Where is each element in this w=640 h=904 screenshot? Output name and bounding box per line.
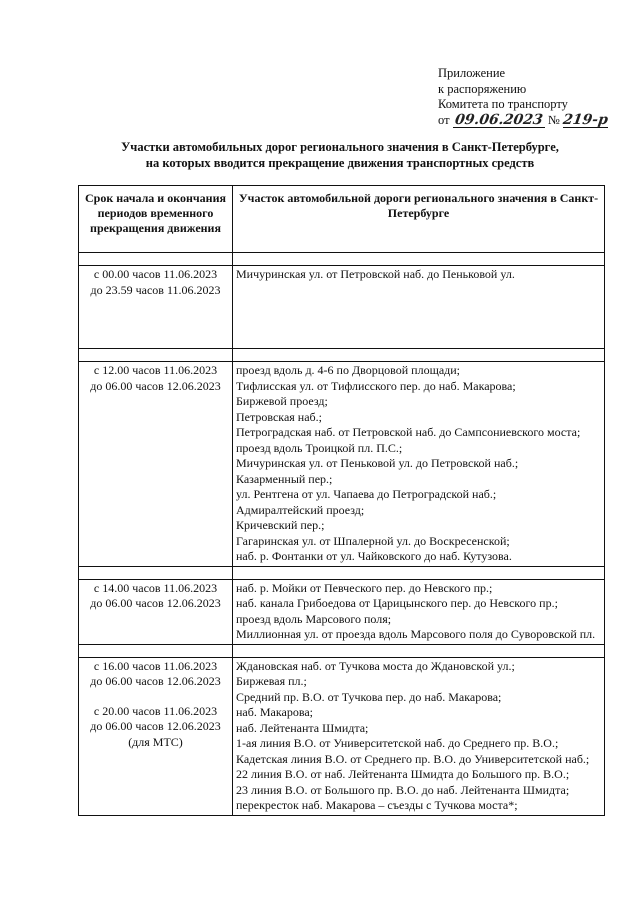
spacer-cell xyxy=(79,349,233,362)
road-section-item: 22 линия В.О. от наб. Лейтенанта Шмидта до Большого пр. В.О.; xyxy=(236,767,570,781)
table-row xyxy=(79,579,605,644)
period-line: с 00.00 часов 11.06.2023 xyxy=(93,267,218,281)
table-header-row xyxy=(79,186,605,253)
road-section-cell xyxy=(233,266,605,349)
period-cell xyxy=(79,266,233,349)
header-section: Участок автомобильной дороги регионального значения в Санкт-Петербурге xyxy=(233,186,605,253)
period-cell xyxy=(79,362,233,567)
road-closures-table xyxy=(78,185,605,816)
road-section-item: наб. р. Фонтанки от ул. Чайковского до наб. Кутузова. xyxy=(236,549,512,563)
table-row xyxy=(79,362,605,567)
road-section-item: проезд вдоль Троицкой пл. П.С.; xyxy=(236,440,403,455)
spacer-cell xyxy=(79,644,233,657)
period-line: с 20.00 часов 11.06.2023 xyxy=(93,703,218,718)
appendix-block xyxy=(438,66,608,128)
appendix-line: Приложение xyxy=(438,66,506,80)
period-line: до 06.00 часов 12.06.2023 xyxy=(90,596,221,610)
road-section-item: 23 линия В.О. от Большого пр. В.О. до наб. Лейтенанта Шмидта; xyxy=(236,782,570,797)
row-spacer xyxy=(79,644,605,657)
road-section-item: Биржевой проезд; xyxy=(236,394,328,408)
table-body xyxy=(79,253,605,816)
order-date xyxy=(453,113,545,128)
road-section-item: Средний пр. В.О. от Тучкова пер. до наб. Макарова; xyxy=(236,689,502,704)
title-line: Участки автомобильных дорог регионального значения в Санкт-Петербурге, xyxy=(121,140,559,154)
road-section-item: Адмиралтейский проезд; xyxy=(236,502,365,517)
road-section-item: наб. канала Грибоедова от Царицынского пер. до Невского пр.; xyxy=(236,596,558,610)
handwritten-date: 09.06.2023 xyxy=(453,111,544,128)
handwritten-number: 219-р xyxy=(561,111,609,128)
period-line: с 14.00 часов 11.06.2023 xyxy=(93,580,218,595)
road-section-item: ул. Рентгена от ул. Чапаева до Петроградской наб.; xyxy=(236,487,497,501)
road-section-item: Мичуринская ул. от Петровской наб. до Пеньковой ул. xyxy=(236,267,515,281)
period-line: до 06.00 часов 12.06.2023 xyxy=(90,674,221,688)
table-row xyxy=(79,657,605,815)
period-cell xyxy=(79,579,233,644)
road-section-item: Миллионная ул. от проезда вдоль Марсового поля до Суворовской пл. xyxy=(236,627,596,641)
road-section-item: Ждановская наб. от Тучкова моста до Ждановской ул.; xyxy=(236,658,515,673)
period-line: с 16.00 часов 11.06.2023 xyxy=(93,658,218,673)
order-reference xyxy=(438,113,608,129)
road-section-item: Гагаринская ул. от Шпалерной ул. до Воскресенской; xyxy=(236,533,510,548)
road-section-item: Тифлисская ул. от Тифлисского пер. до наб. Макарова; xyxy=(236,378,516,393)
road-section-cell xyxy=(233,657,605,815)
row-spacer xyxy=(79,349,605,362)
road-section-item: Мичуринская ул. от Пеньковой ул. до Петровской наб.; xyxy=(236,456,519,470)
road-section-item: Кадетская линия В.О. от Среднего пр. В.О. до Университетской наб.; xyxy=(236,751,590,766)
road-section-item: наб. Лейтенанта Шмидта; xyxy=(236,720,369,735)
road-section-item: 1-ая линия В.О. от Университетской наб. до Среднего пр. В.О.; xyxy=(236,736,559,750)
appendix-line: Комитета по транспорту xyxy=(438,97,568,111)
from-label: от xyxy=(438,112,450,127)
spacer-cell xyxy=(233,566,605,579)
period-gap xyxy=(82,690,229,704)
spacer-cell xyxy=(79,253,233,266)
period-line: с 12.00 часов 11.06.2023 xyxy=(93,363,218,377)
document-title xyxy=(60,139,620,171)
road-section-item: перекресток наб. Макарова – съезды с Тучкова моста*; xyxy=(236,798,518,812)
spacer-cell xyxy=(79,566,233,579)
title-line: на которых вводится прекращение движения транспортных средств xyxy=(145,156,535,170)
row-spacer xyxy=(79,253,605,266)
road-section-item: Петроградская наб. от Петровской наб. до Сампсониевского моста; xyxy=(236,425,581,439)
period-line: до 06.00 часов 12.06.2023 xyxy=(90,719,221,733)
road-section-item: Кричевский пер.; xyxy=(236,518,325,532)
number-label: № xyxy=(547,112,560,127)
period-line: до 23.59 часов 11.06.2023 xyxy=(90,282,221,297)
road-section-cell xyxy=(233,579,605,644)
road-section-item: Казарменный пер.; xyxy=(236,471,333,486)
spacer-cell xyxy=(233,253,605,266)
row-spacer xyxy=(79,566,605,579)
order-number xyxy=(563,113,608,128)
road-section-item: проезд вдоль д. 4-6 по Дворцовой площади; xyxy=(236,363,461,377)
header-period: Срок начала и окончания периодов временного прекращения движения xyxy=(79,186,233,253)
road-section-item: наб. Макарова; xyxy=(236,705,313,719)
spacer-cell xyxy=(233,644,605,657)
road-section-item: наб. р. Мойки от Певческого пер. до Невского пр.; xyxy=(236,580,493,595)
spacer-cell xyxy=(233,349,605,362)
period-line: до 06.00 часов 12.06.2023 xyxy=(90,378,221,393)
road-section-cell xyxy=(233,362,605,567)
appendix-line: к распоряжению xyxy=(438,81,527,96)
road-section-item: Петровская наб.; xyxy=(236,409,322,424)
road-section-item: проезд вдоль Марсового поля; xyxy=(236,611,392,626)
period-cell xyxy=(79,657,233,815)
road-section-item: Биржевая пл.; xyxy=(236,674,307,688)
table-row xyxy=(79,266,605,349)
period-line: (для МТС) xyxy=(128,734,183,749)
